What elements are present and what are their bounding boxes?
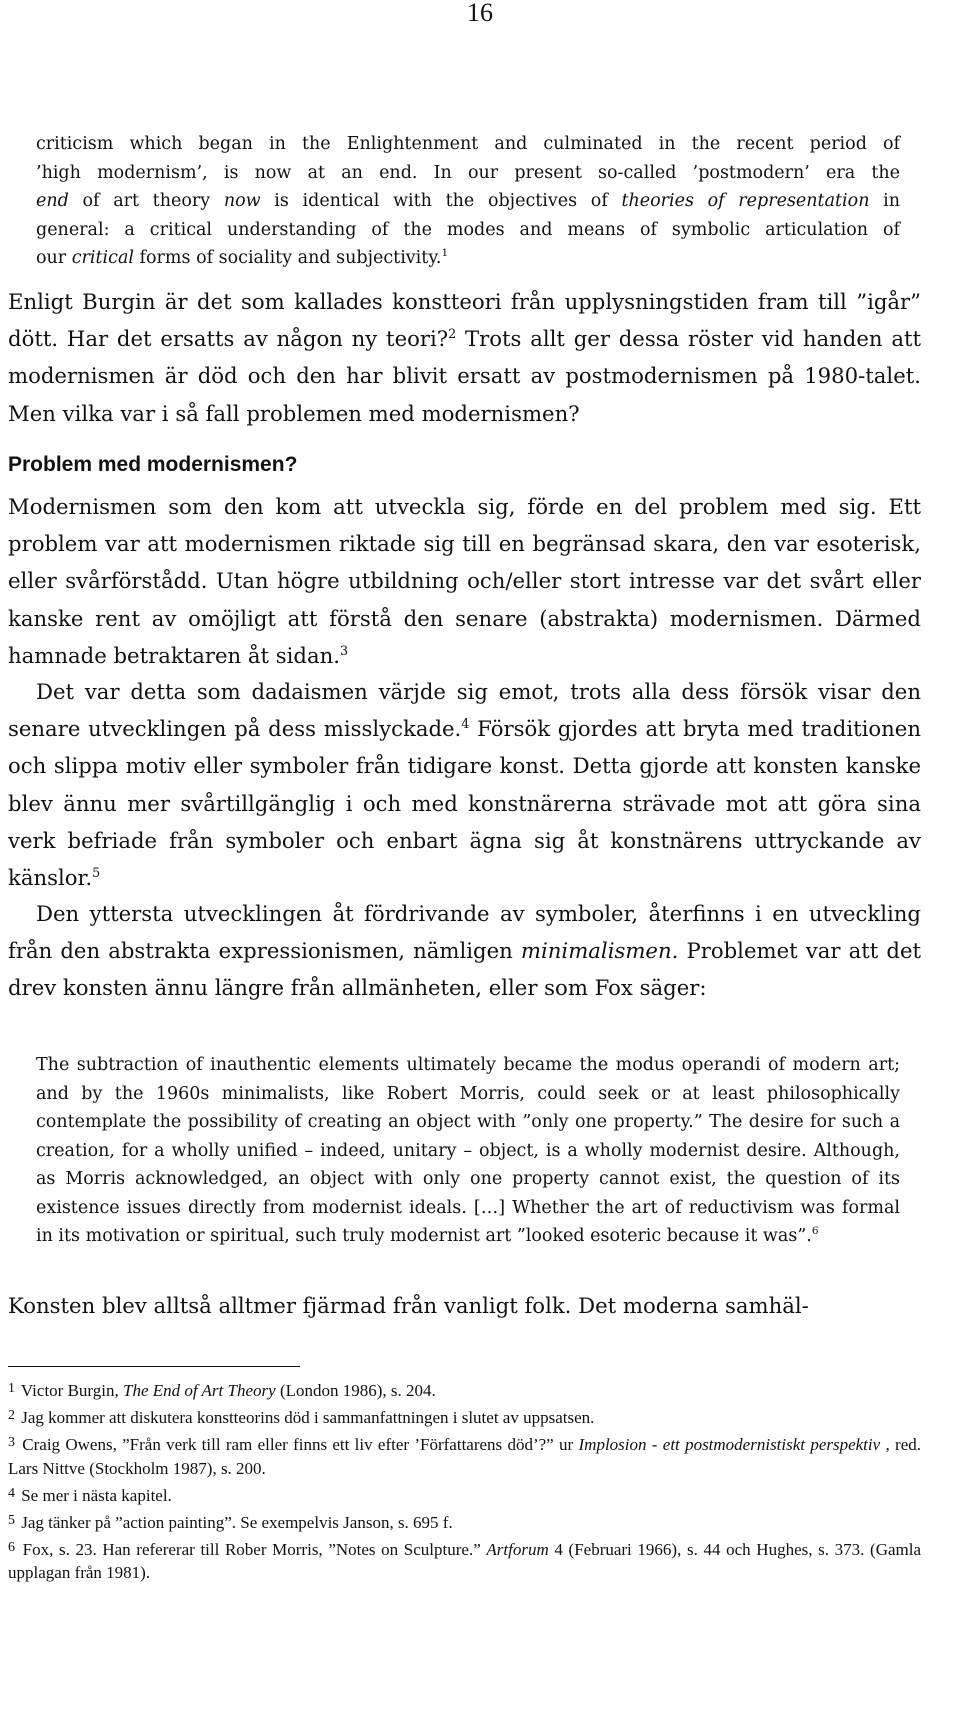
footnotes [8,1377,921,1586]
footnote-ref-5[interactable]: 5 [92,864,101,880]
footnote-ref-6[interactable]: 6 [811,1225,819,1238]
paragraph-5: Konsten blev alltså alltmer fjärmad från vanligt folk. Det moderna samhäl- [8,1293,809,1318]
paragraph-3: Det var detta som dadaismen värjde sig emot, trots alla dess försök visar den senare utvecklingen på dess misslyckade.$^4$ Försök gjordes att bryta med traditionen och slippa motiv eller symboler från tidigare konst. Detta gjorde att konsten kanske blev ännu mer svårtillgänglig i och med konstnärerna strävade mot att göra sina verk befriade från symboler och enbart ägna sig åt konstnärens uttryckande av känslor.$^5$ [8,679,921,891]
paragraph-4: Den yttersta utvecklingen åt fördrivande av symboler, återfinns i en utveckling från den abstrakta expressionismen, nämligen minimalismen. Problemet var att det drev konsten ännu längre från allmänheten, eller som Fox säger: [8,901,922,1001]
italic-critical: critical [71,248,134,268]
intro-quote-line-2: ’high modernism’, is now at an end. In our present so-called ’postmodern’ era the [36,162,900,183]
footnote-1: $^1$ Victor Burgin, The End of Art Theory (London 1986), s. 204. [8,1381,436,1401]
footnote-ref-2[interactable]: 2 [448,326,457,342]
italic-minimalismen: minimalismen. [520,938,679,964]
paragraph-2: Modernismen som den kom att utveckla sig, förde en del problem med sig. Ett problem var att modernismen riktade sig till en begränsad skara, den var esoterisk, eller svårförstådd. Utan högre utbildning och/eller stort intresse var det svårt eller kanske rent av omöjligt att förstå den senare (abstrakta) modernismen. Därmed hamnade betraktaren åt sidan.$^3$ [8,494,921,668]
intro-quote-line-3: end of art theory now is identical with the objectives of theories of representation in [36,191,901,211]
paragraph-1: Enligt Burgin är det som kallades konstteori från upplysningstiden fram till ”igår” dött. Har det ersatts av någon ny teori?$^2$ Trots allt ger dessa röster vid handen att modernismen är död och den har blivit ersatt av postmodernismen på 1980-talet. Men vilka var i så fall problemen med modernismen? [8,289,921,426]
footnote-3: $^3$ Craig Owens, ”Från verk till ram eller finns ett liv efter ’Författarens död’?” ur Implosion - ett postmodernistiskt perspektiv , red. Lars Nittve (Stockholm 1987), s. 200. [8,1435,922,1478]
footnote-separator [8,1366,300,1367]
intro-quote-line-5: our critical forms of sociality and subjectivity.$^1$ [36,247,449,268]
footnote-2: $^2$ Jag kommer att diskutera konstteorins död i sammanfattningen i slutet av uppsatsen. [8,1408,595,1428]
footnote-6: $^6$ Fox, s. 23. Han refererar till Rober Morris, ”Notes on Sculpture.” Artforum 4 (Februari 1966), s. 44 och Hughes, s. 373. (Gamla upplagan från 1981). [8,1539,922,1583]
footnote-5: $^5$ Jag tänker på ”action painting”. Se exempelvis Janson, s. 695 f. [8,1512,453,1532]
footnote-4: $^4$ Se mer i nästa kapitel. [8,1485,172,1505]
intro-quote-line-4: general: a critical understanding of the modes and means of symbolic articulation of [36,219,900,240]
footnote-ref-4[interactable]: 4 [461,716,470,732]
italic-end: end [36,191,69,211]
footnote-ref-3[interactable]: 3 [340,642,349,658]
intro-quote-line-1: criticism which began in the Enlightenment and culminated in the recent period of [36,134,900,154]
block-quote: The subtraction of inauthentic elements ultimately became the modus operandi of modern art; and by the 1960s minimalists, like Robert Morris, could seek or at least philosophically contemplate the possibility of creating an object with ”only one property.” The desire for such a creation, for a wholly unified – indeed, unitary – object, is a wholly modernist desire. Although, as Morris acknowledged, an object with only one property cannot exist, the question of its existence issues directly from modernist ideals. […] Whether the art of reductivism was formal in its motivation or spiritual, such truly modernist art ”looked esoteric because it was”.$^6$ [36,1055,900,1246]
italic-theories: theories of representation [621,191,870,211]
section-heading: Problem med modernismen? [8,453,298,476]
page-number: 16 [467,0,493,27]
italic-now: now [223,191,261,211]
footnote-ref-1[interactable]: 1 [441,247,449,260]
intro-quote [36,130,900,273]
